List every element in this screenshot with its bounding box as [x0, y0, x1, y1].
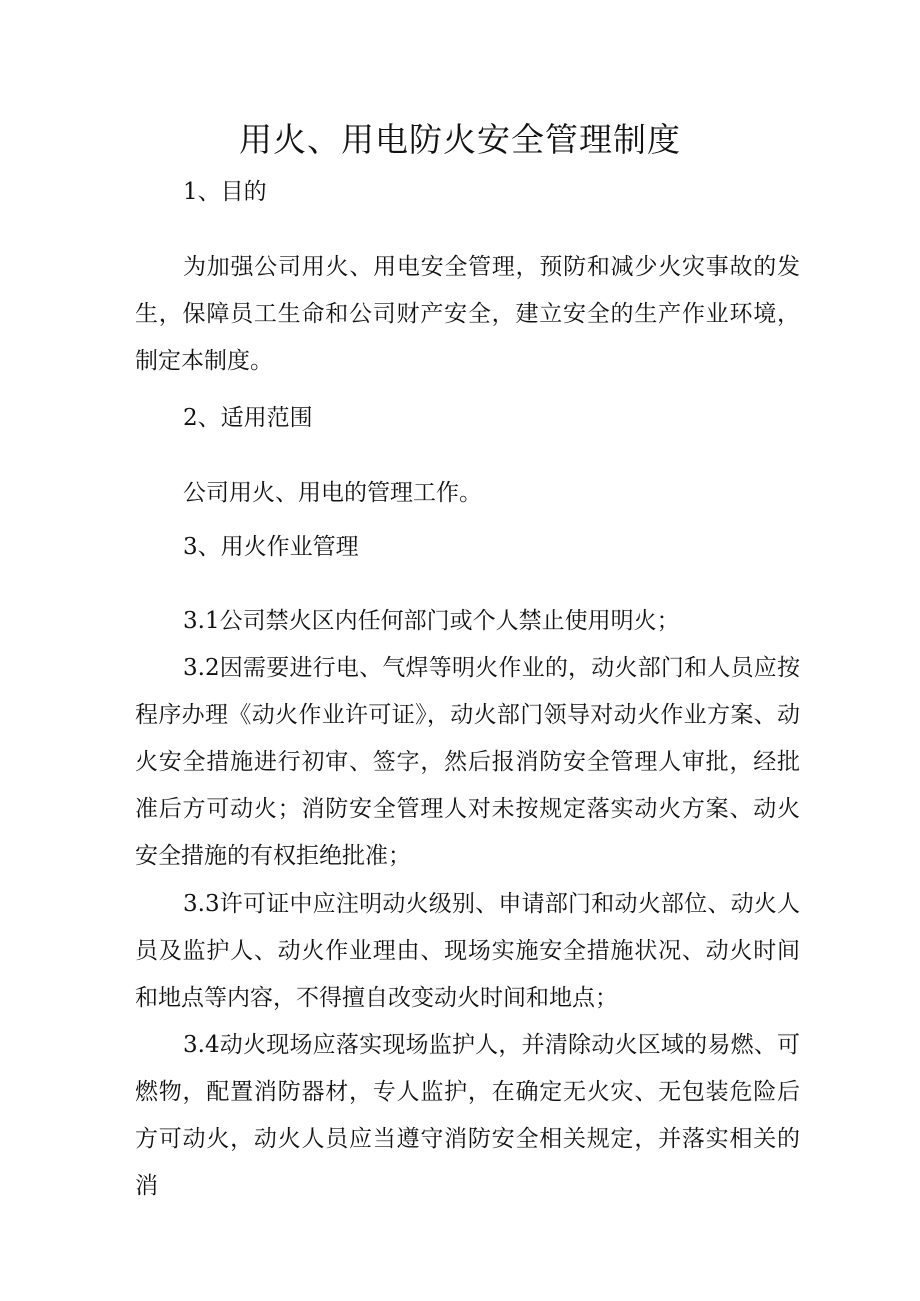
- section-3-item-3-1: 3.1公司禁火区内任何部门或个人禁止使用明火；: [183, 608, 680, 634]
- section-1-heading: 1、目的: [183, 179, 267, 205]
- section-1-paragraph: 为加强公司用火、用电安全管理，预防和减少火灾事故的发生，保障员工生命和公司财产安全，建立安全的生产作业环境，制定本制度。: [135, 254, 800, 374]
- section-3-item-3-3: 3.3许可证中应注明动火级别、申请部门和动火部位、动火人员及监护人、动火作业理由、现场实施安全措施状况、动火时间和地点等内容，不得擅自改变动火时间和地点；: [135, 891, 800, 1011]
- section-3-item-3-4: 3.4动火现场应落实现场监护人，并清除动火区域的易燃、可燃物，配置消防器材，专人监护，在确定无火灾、无包装危险后方可动火，动火人员应当遵守消防安全相关规定，并落实相关的消: [135, 1032, 800, 1199]
- section-3-heading: 3、用火作业管理: [183, 534, 359, 560]
- section-3-item-3-2: 3.2因需要进行电、气焊等明火作业的，动火部门和人员应按程序办理《动火作业许可证》，动火部门领导对动火作业方案、动火安全措施进行初审、签字，然后报消防安全管理人审批，经批准后方可动火；消防安全管理人对未按规定落实动火方案、动火安全措施的有权拒绝批准；: [135, 655, 800, 869]
- section-2-heading: 2、适用范围: [183, 405, 313, 431]
- document-title: 用火、用电防火安全管理制度: [239, 120, 681, 159]
- section-2-paragraph: 公司用火、用电的管理工作。: [183, 480, 482, 506]
